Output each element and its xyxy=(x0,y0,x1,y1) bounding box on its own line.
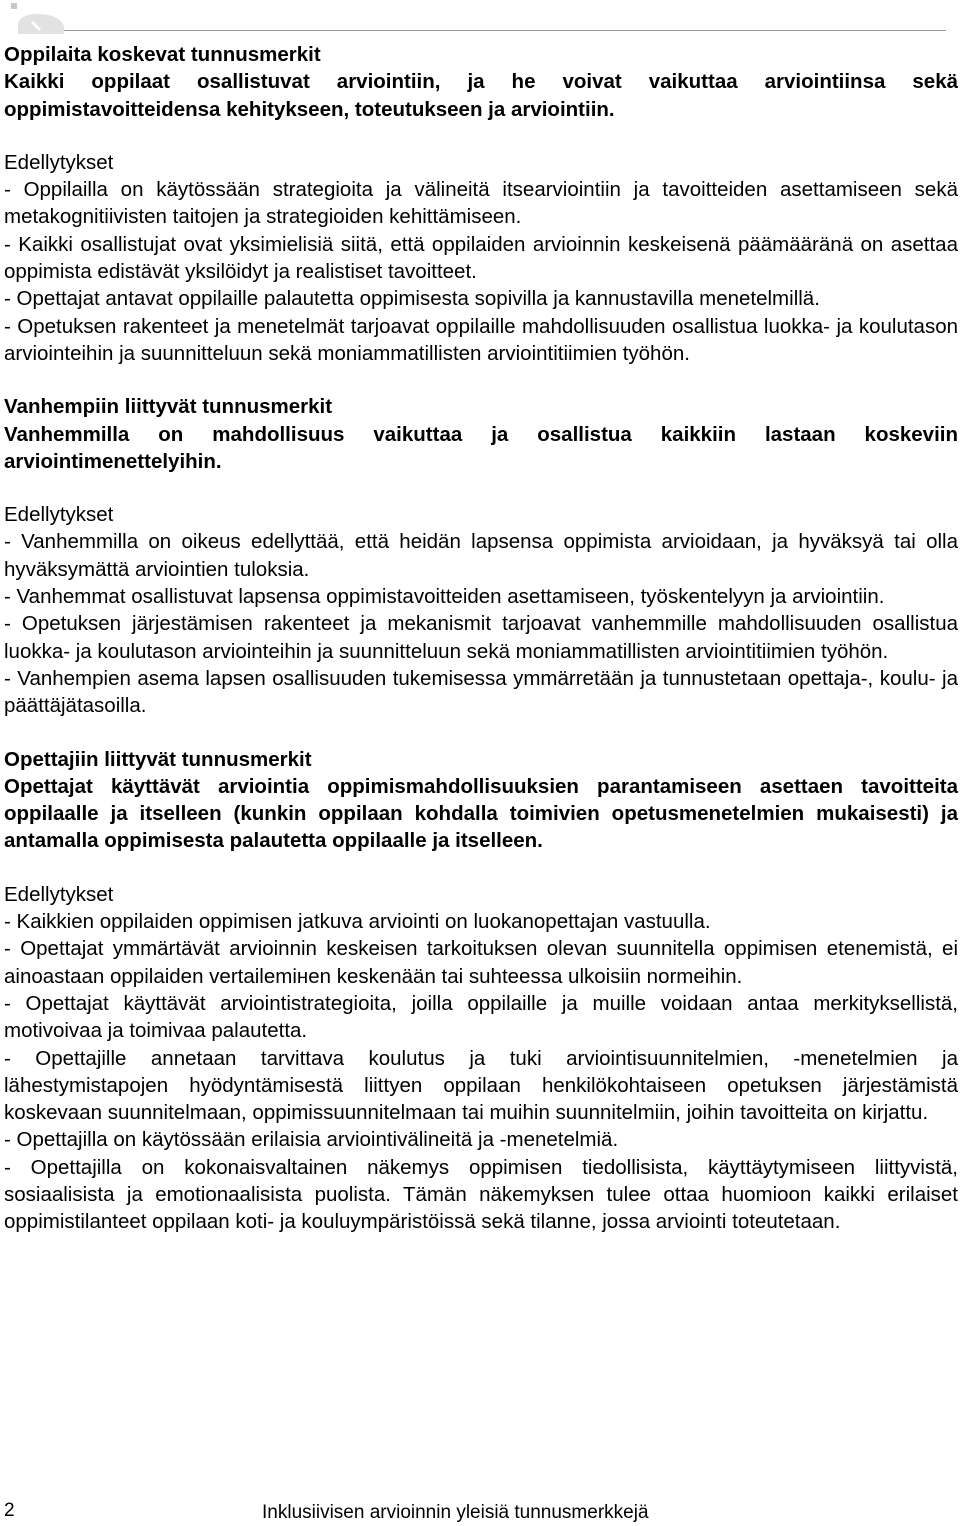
list-item: - Opetuksen järjestämisen rakenteet ja mekanismit tarjoavat vanhemmille mahdollisuuden osallistua luokka- ja koulutason arviointeihin ja suunnitteluun sekä moniammatillisten arviointitiimien työhön. xyxy=(4,612,958,663)
section-heading: Vanhempiin liittyvät tunnusmerkit xyxy=(4,395,333,419)
list-item: - Opettajille annetaan tarvittava koulutus ja tuki arviointisuunnitelmien, -menetelmien ja lähestymistapojen hyödyntämisestä liittyen oppilaan henkilökohtaiseen opetuksen järjestämistä koskevaan suunnitelmaan, oppimissuunnitelmaan tai muihin suunnitelmiin, joihin tavoitteita on kirjattu. xyxy=(4,1046,958,1125)
section-statement: Vanhemmilla on mahdollisuus vaikuttaa ja osallistua kaikkiin lastaan koskeviin arviointimenettelyihin. xyxy=(4,422,958,473)
section-statement: Opettajat käyttävät arviointia oppimismahdollisuuksien parantamiseen asettaen tavoitteita oppilaalle ja itselleen (kunkin oppilaan kohdalla toimivien opetusmenetelmien mukaisesti) ja antamalla oppimisesta palautetta oppilaalle ja itselleen. xyxy=(4,774,958,853)
list-item: - Vanhemmilla on oikeus edellyttää, että heidän lapsensa oppimista arvioidaan, ja hyväksyä tai olla hyväksymättä arviointien tuloksia. xyxy=(4,530,958,581)
list-item: - Opettajat antavat oppilaille palautetta oppimisesta sopivilla ja kannustavilla menetelmillä. xyxy=(4,287,820,311)
section-heading: Oppilaita koskevat tunnusmerkit xyxy=(4,43,321,66)
section-pupils xyxy=(4,41,958,367)
list-item: - Opettajilla on käytössään erilaisia arviointivälineitä ja -menetelmiä. xyxy=(4,1128,619,1152)
list-item: - Opettajat käyttävät arviointistrategioita, joilla oppilaille ja muille voidaan antaa merkityksellistä, motivoivaa ja toimivaa palautetta. xyxy=(4,991,958,1043)
subheading-edellytykset: Edellytykset xyxy=(4,503,114,527)
list-item: - Opetuksen rakenteet ja menetelmät tarjoavat oppilaille mahdollisuuden osallistua luokka- ja koulutason arviointeihin ja suunnitteluun sekä moniammatillisten arviointitiimien työhön. xyxy=(4,314,958,365)
section-statement: Kaikki oppilaat osallistuvat arviointiin, ja he voivat vaikuttaa arviointiinsa sekä oppimistavoitteidensa kehitykseen, toteutukseen ja arviointiin. xyxy=(4,70,958,121)
header-logo-icon xyxy=(8,0,68,34)
footer-page-number: 2 xyxy=(4,1500,15,1521)
section-teachers xyxy=(4,746,958,1236)
list-item: - Oppilailla on käytössään strategioita ja välineitä itsearviointiin ja tavoitteiden asettamiseen sekä metakognitiivisten taitojen ja strategioiden kehittämiseen. xyxy=(4,178,958,229)
subheading-edellytykset: Edellytykset xyxy=(4,882,114,906)
header-rule xyxy=(64,30,946,31)
list-item: - Kaikkien oppilaiden oppimisen jatkuva arviointi on luokanopettajan vastuulla. xyxy=(4,910,711,934)
list-item: - Vanhemmat osallistuvat lapsensa oppimistavoitteiden asettamiseen, työskentelyyn ja arviointiin. xyxy=(4,585,885,609)
section-parents xyxy=(4,393,958,719)
list-item: - Opettajilla on kokonaisvaltainen näkemys oppimisen tiedollisista, käyttäytymiseen liittyvistä, sosiaalisista ja emotionaalisista puolista. Tämän näkemyksen tulee ottaa huomioon kaikki erilaiset oppimistilanteet oppilaan koti- ja kouluympäristöissä sekä tilanne, jossa arviointi toteutetaan. xyxy=(4,1155,958,1234)
section-heading: Opettajiin liittyvät tunnusmerkit xyxy=(4,747,312,771)
list-item: - Opettajat ymmärtävät arvioinnin keskeisen tarkoituksen olevan suunnitella oppimisen etenemistä, ei ainoastaan oppilaiden vertailemінen keskenään tai suhteessa ulkoisiin normeihin. xyxy=(4,937,958,988)
document-body xyxy=(4,41,958,1236)
subheading-edellytykset: Edellytykset xyxy=(4,150,114,174)
list-item: - Vanhempien asema lapsen osallisuuden tukemisessa ymmärretään ja tunnustetaan opettaja-, koulu- ja päättäjätasoilla. xyxy=(4,666,958,718)
list-item: - Kaikki osallistujat ovat yksimielisiä siitä, että oppilaiden arvioinnin keskeisenä päämääränä on asettaa oppimista edistävät yksilöidyt ja realistiset tavoitteet. xyxy=(4,232,958,284)
footer-title: Inklusiivisen arvioinnin yleisiä tunnusmerkkejä xyxy=(262,1502,649,1523)
